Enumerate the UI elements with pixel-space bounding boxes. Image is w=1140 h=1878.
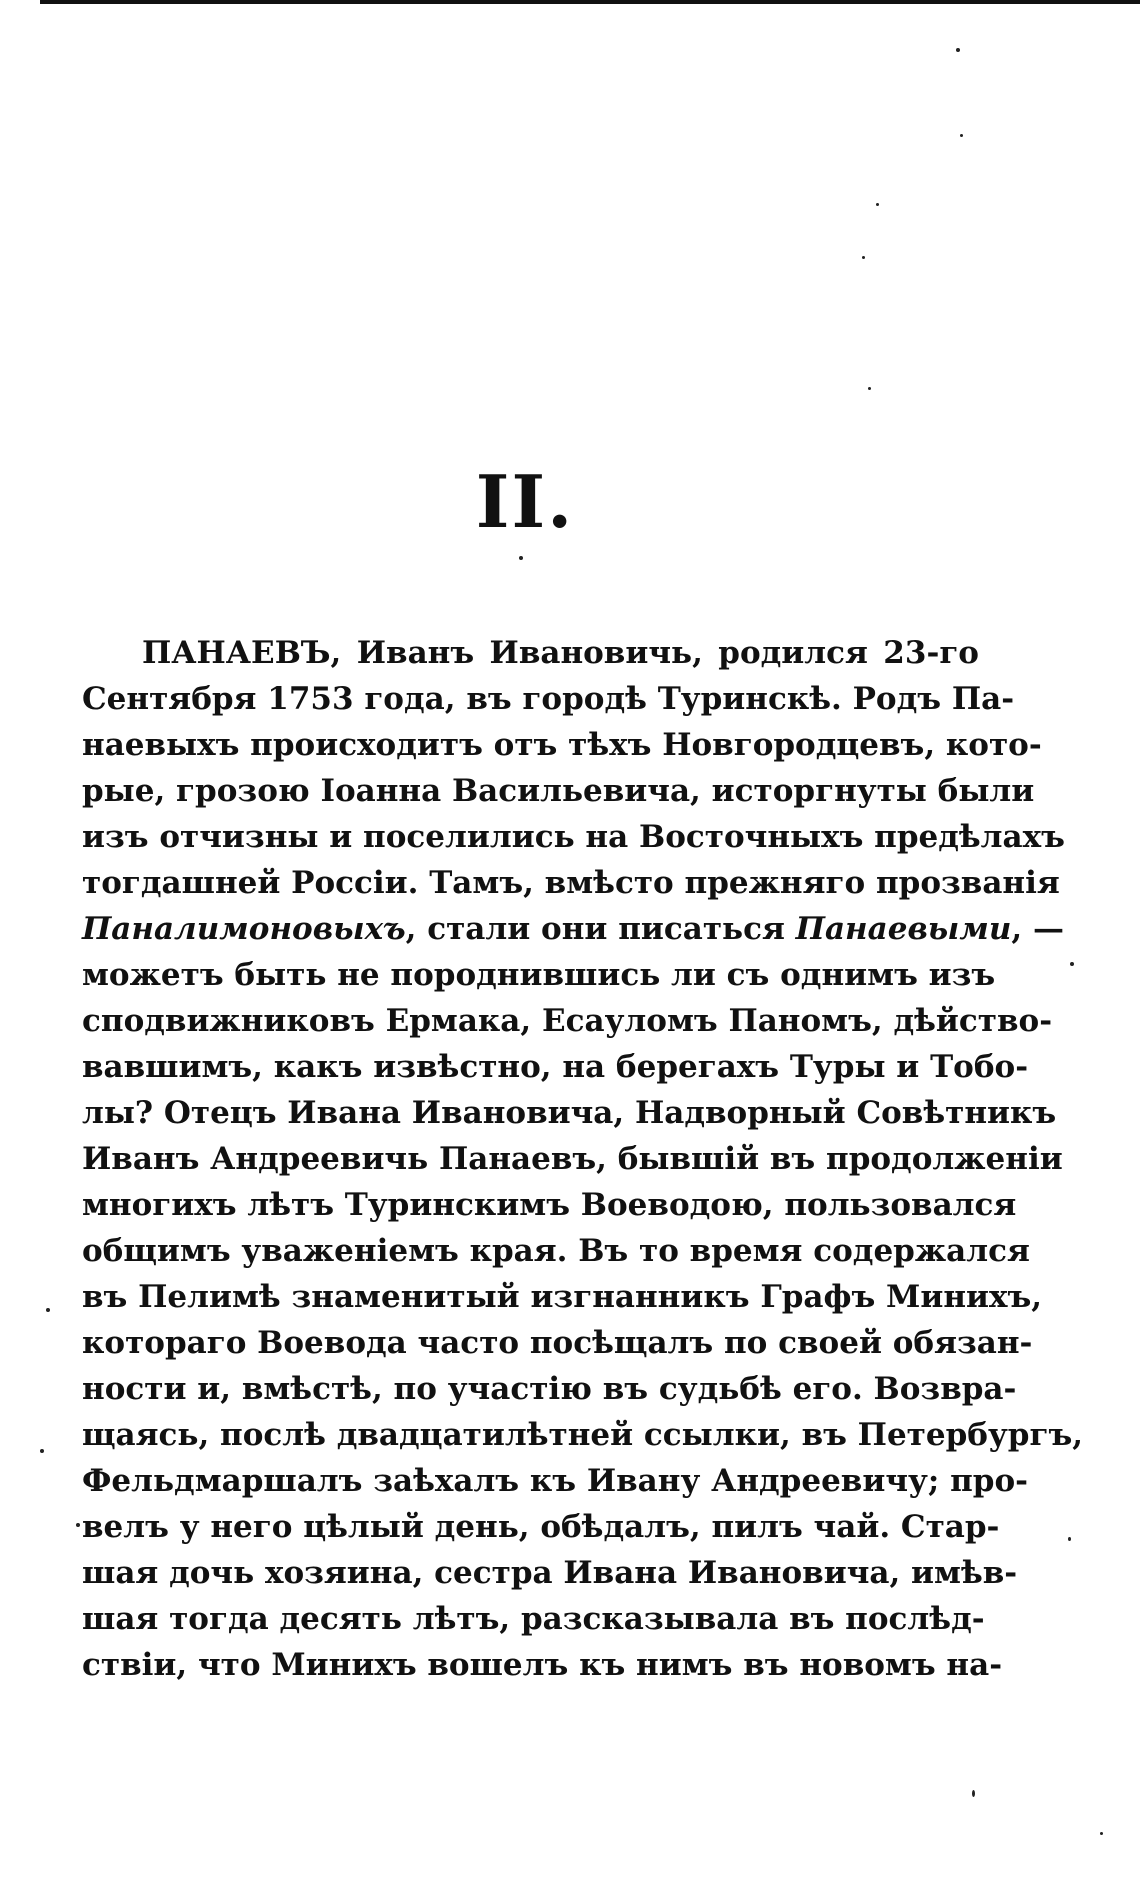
text-line: можетъ быть не породнившись ли съ однимъ изъ [82, 957, 996, 993]
text-line: ПАНАЕВЪ, Иванъ Ивановичь, родился 23-го [142, 635, 979, 671]
text-line: котораго Воевода часто посѣщалъ по своей обязан- [82, 1325, 1033, 1361]
chapter-numeral: II. [475, 459, 575, 544]
text-line: щаясь, послѣ двадцатилѣтней ссылки, въ Петербургъ, [82, 1417, 1084, 1453]
scan-speck [1070, 962, 1074, 966]
text-line: общимъ уваженіемъ края. Въ то время содержался [82, 1233, 1030, 1269]
text-line: наевыхъ происходитъ отъ тѣхъ Новгородцевъ, кото- [82, 727, 1042, 763]
scan-speck [956, 48, 960, 52]
scan-speck [972, 1790, 975, 1797]
text-line: Паналимоновыхъ, стали они писаться Панаевыми, — [82, 911, 1064, 947]
scan-speck [960, 134, 963, 137]
scan-speck [868, 387, 871, 390]
text-line: сподвижниковъ Ермака, Есауломъ Паномъ, дѣйство- [82, 1003, 1053, 1039]
text-line: Фельдмаршалъ заѣхалъ къ Ивану Андреевичу; про- [82, 1463, 1029, 1499]
body-text [82, 630, 1084, 1688]
scan-speck [876, 203, 879, 206]
scan-speck [1100, 1832, 1103, 1835]
text-line: въ Пелимѣ знаменитый изгнанникъ Графъ Минихъ, [82, 1279, 1043, 1315]
scan-speck [46, 1308, 50, 1312]
italic-surname: Панаевыми [795, 911, 1012, 947]
scan-speck [40, 1449, 44, 1453]
scan-speck [862, 256, 865, 259]
text-line: ствіи, что Минихъ вошелъ къ нимъ въ новомъ на- [82, 1647, 1003, 1683]
text-line: вавшимъ, какъ извѣстно, на берегахъ Туры и Тобо- [82, 1049, 1029, 1085]
scan-speck [519, 556, 523, 560]
text-line: рые, грозою Іоанна Васильевича, исторгнуты были [82, 773, 1035, 809]
text-line: шая тогда десять лѣтъ, разсказывала въ послѣд- [82, 1601, 985, 1637]
text-line: многихъ лѣтъ Туринскимъ Воеводою, пользовался [82, 1187, 1017, 1223]
text-line: изъ отчизны и поселились на Восточныхъ предѣлахъ [82, 819, 1065, 855]
text-line: ности и, вмѣстѣ, по участію въ судьбѣ его. Возвра- [82, 1371, 1017, 1407]
scan-speck [1068, 1537, 1071, 1541]
text-line: тогдашней Россіи. Тамъ, вмѣсто прежняго прозванія [82, 865, 1060, 901]
italic-surname: Паналимоновыхъ [82, 911, 406, 947]
text-line: лы? Отецъ Ивана Ивановича, Надворный Совѣтникъ [82, 1095, 1057, 1131]
text-line: шая дочь хозяина, сестра Ивана Ивановича, имѣв- [82, 1555, 1018, 1591]
text-line: Иванъ Андреевичь Панаевъ, бывшій въ продолженіи [82, 1141, 1063, 1177]
top-border-rule [40, 0, 1140, 4]
text-line: Сентября 1753 года, въ городѣ Туринскѣ. Родъ Па- [82, 681, 1015, 717]
scan-speck [76, 1523, 80, 1527]
text-line: велъ у него цѣлый день, обѣдалъ, пилъ чай. Стар- [82, 1509, 1000, 1545]
